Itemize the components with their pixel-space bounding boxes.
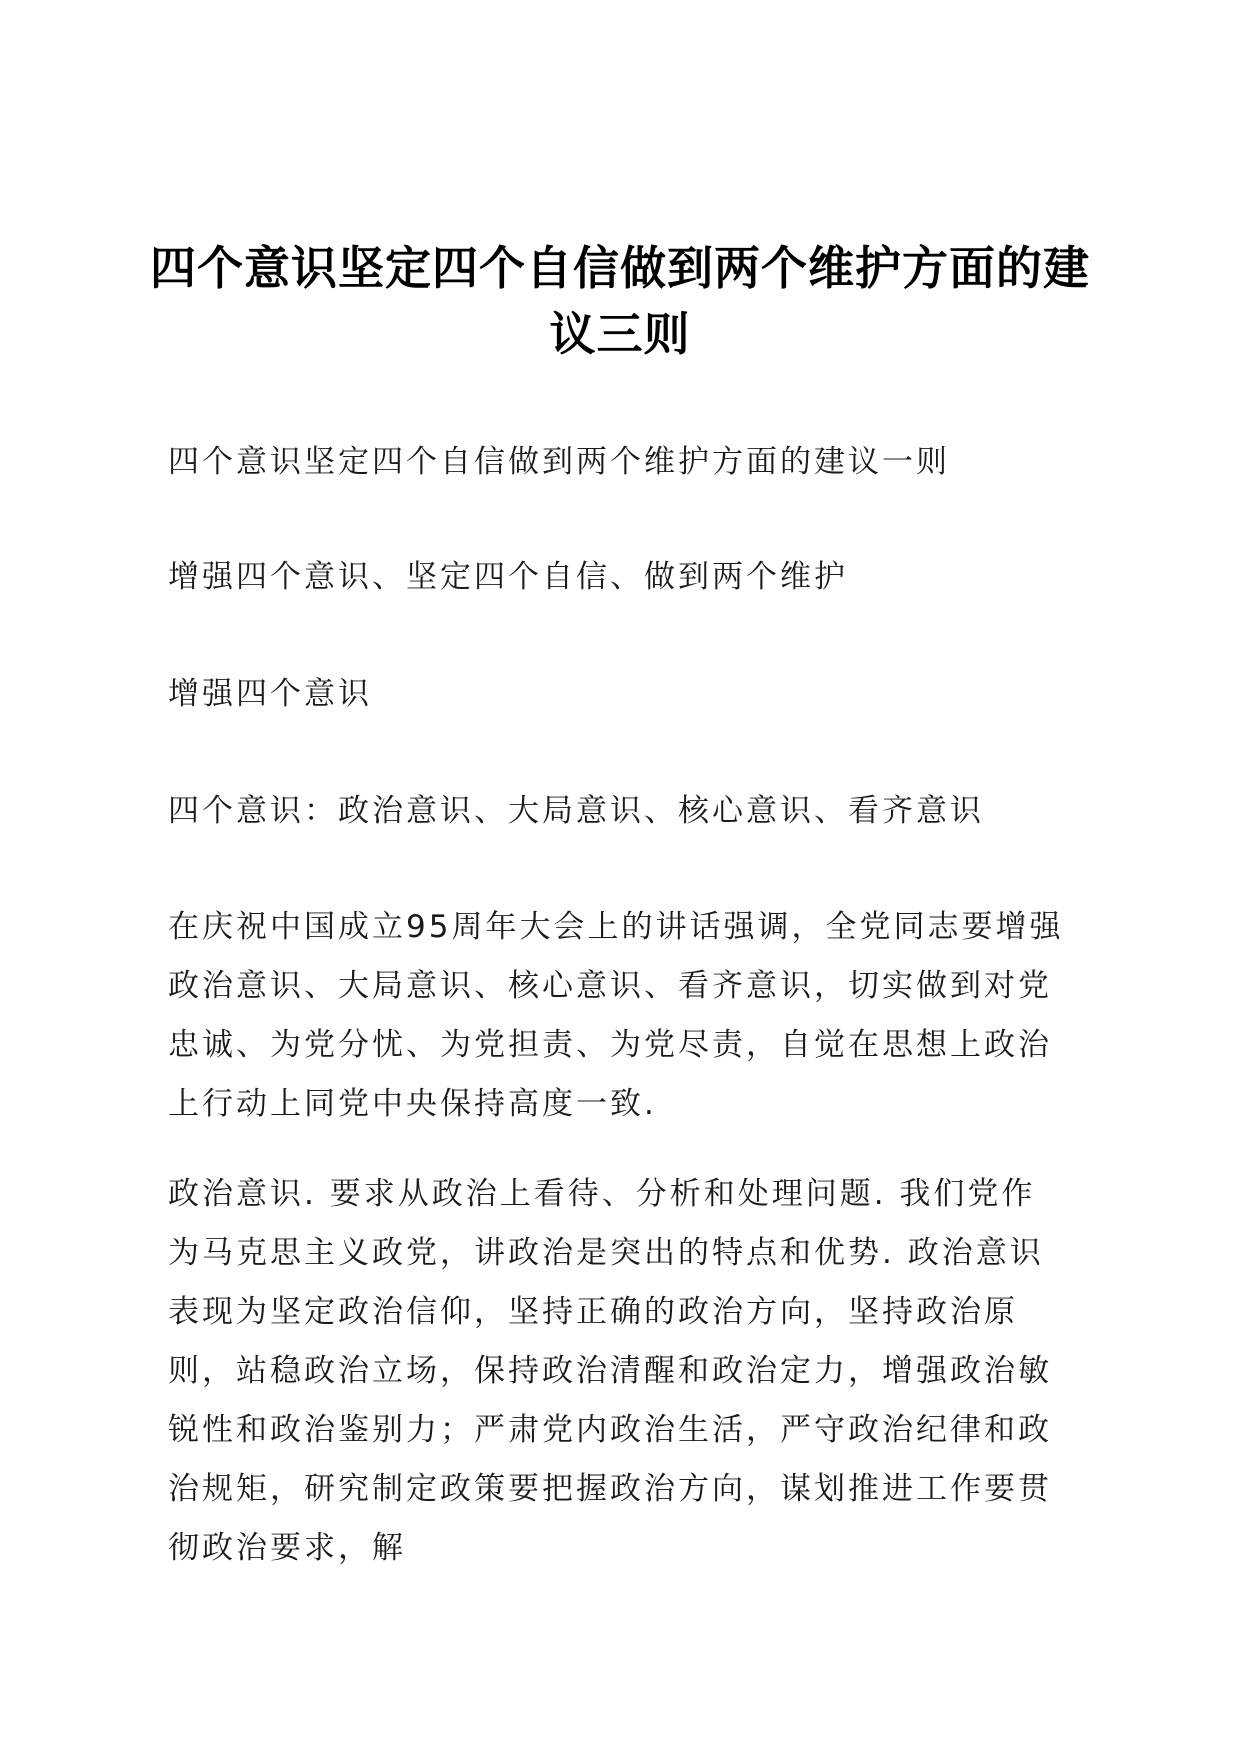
paragraph-four-consciousness: 四个意识：政治意识、大局意识、核心意识、看齐意识 — [168, 793, 984, 829]
paragraph-subtitle-1: 四个意识坚定四个自信做到两个维护方面的建议一则 — [168, 444, 950, 480]
paragraph-heading-main: 增强四个意识、坚定四个自信、做到两个维护 — [168, 559, 848, 595]
paragraph-heading-section: 增强四个意识 — [168, 676, 372, 712]
paragraph-speech: 在庆祝中国成立95周年大会上的讲话强调，全党同志要增强政治意识、大局意识、核心意识、看齐意识，切实做到对党忠诚、为党分忧、为党担责、为党尽责，自觉在思想上政治上行动上同党中央保持高度一致. — [168, 909, 1064, 1122]
paragraph-political-consciousness: 政治意识. 要求从政治上看待、分析和处理问题. 我们党作为马克思主义政党，讲政治是突出的特点和优势. 政治意识表现为坚定政治信仰，坚持正确的政治方向，坚持政治原则，站稳政治立场，保持政治清醒和政治定力，增强政治敏锐性和政治鉴别力；严肃党内政治生活，严守政治纪律和政治规矩，研究制定政策要把握政治方向，谋划推进工作要贯彻政治要求，解 — [168, 1176, 1052, 1566]
document-title: 四个意识坚定四个自信做到两个维护方面的建议三则 — [150, 241, 1090, 361]
